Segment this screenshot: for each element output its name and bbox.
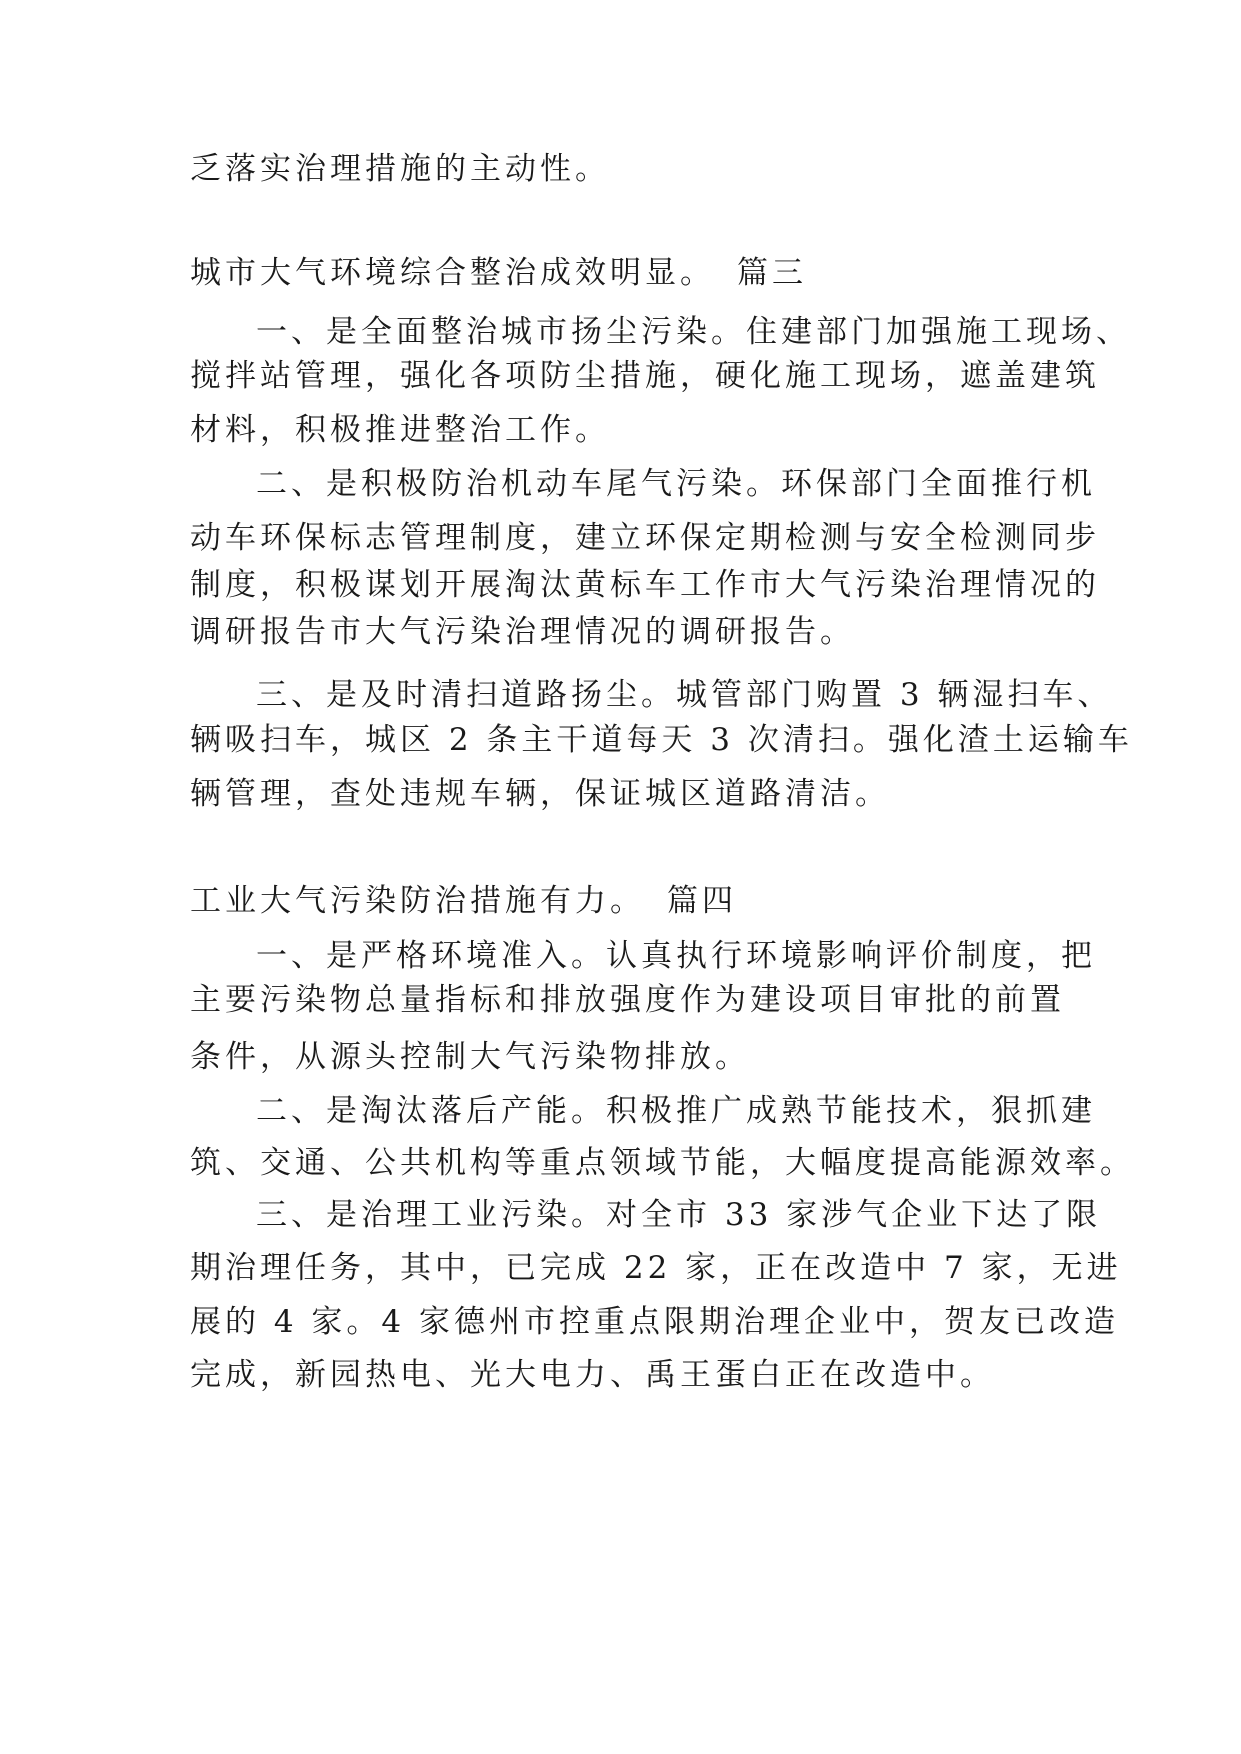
section-heading-text: 城市大气环境综合整治成效明显。 [190, 255, 715, 291]
paragraph-line: 完成，新园热电、光大电力、禹王蛋白正在改造中。 [190, 1357, 995, 1393]
paragraph-line: 主要污染物总量指标和排放强度作为建设项目审批的前置 [190, 982, 1065, 1018]
paragraph-line: 三、是治理工业污染。对全市 33 家涉气企业下达了限 [256, 1197, 1102, 1233]
paragraph-line: 调研报告市大气污染治理情况的调研报告。 [190, 614, 855, 650]
paragraph-line: 筑、交通、公共机构等重点领域节能，大幅度提高能源效率。 [190, 1145, 1135, 1181]
paragraph-line: 动车环保标志管理制度，建立环保定期检测与安全检测同步 [190, 520, 1100, 556]
paragraph-line: 一、是严格环境准入。认真执行环境影响评价制度，把 [256, 938, 1096, 974]
paragraph-line: 辆管理，查处违规车辆，保证城区道路清洁。 [190, 776, 890, 812]
paragraph-line: 条件，从源头控制大气污染物排放。 [190, 1039, 750, 1075]
intro-line: 乏落实治理措施的主动性。 [190, 151, 610, 187]
paragraph-line: 二、是淘汰落后产能。积极推广成熟节能技术，狠抓建 [256, 1093, 1096, 1129]
paragraph-line: 搅拌站管理，强化各项防尘措施，硬化施工现场，遮盖建筑 [190, 358, 1100, 394]
paragraph-line: 一、是全面整治城市扬尘污染。住建部门加强施工现场、 [256, 314, 1131, 350]
paragraph-line: 三、是及时清扫道路扬尘。城管部门购置 3 辆湿扫车、 [256, 677, 1113, 713]
section-heading-text: 工业大气污染防治措施有力。 [190, 883, 645, 919]
paragraph-line: 展的 4 家。4 家德州市控重点限期治理企业中，贺友已改造 [190, 1304, 1120, 1340]
section-tag: 篇四 [667, 883, 737, 919]
paragraph-line: 期治理任务，其中，已完成 22 家，正在改造中 7 家，无进 [190, 1250, 1122, 1286]
paragraph-line: 制度，积极谋划开展淘汰黄标车工作市大气污染治理情况的 [190, 567, 1100, 603]
section-heading [190, 241, 807, 305]
section-tag: 篇三 [737, 255, 807, 291]
paragraph-line: 二、是积极防治机动车尾气污染。环保部门全面推行机 [256, 466, 1096, 502]
paragraph-line: 材料，积极推进整治工作。 [190, 412, 610, 448]
paragraph-line: 辆吸扫车，城区 2 条主干道每天 3 次清扫。强化渣土运输车 [190, 722, 1133, 758]
